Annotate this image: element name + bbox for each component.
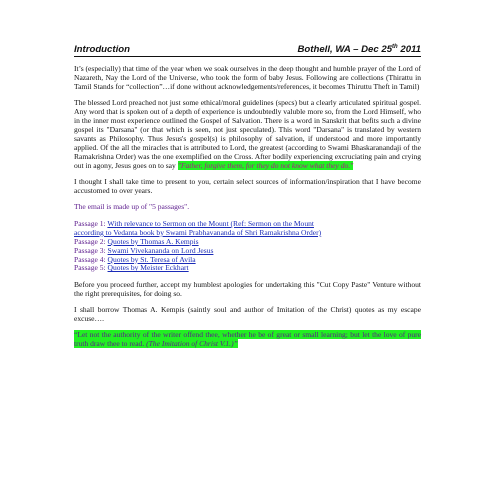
passage-list xyxy=(74,220,421,273)
kempis-quote-source: (The Imitation of Christ V.1.)” xyxy=(146,339,238,349)
page-title: Introduction xyxy=(74,44,130,56)
kempis-quote-text: “Let not the authority of the writer offend thee, whether he be of great or small learning; but let the love of pure truth draw thee to read. xyxy=(74,330,421,349)
kempis-intro-paragraph: I shall borrow Thomas A. Kempis (saintly soul and author of Imitation of the Christ) quotes as my escape excuse…. xyxy=(74,305,421,324)
date-year: 2011 xyxy=(397,44,421,56)
passage-4-link[interactable]: Quotes by St. Teresa of Avila xyxy=(107,254,196,264)
place-date-text: Bothell, WA – Dec 25 xyxy=(297,44,393,56)
list-item xyxy=(74,264,421,273)
email-structure-line: The email is made up of "5 passages". xyxy=(74,202,190,212)
place-date xyxy=(297,44,421,55)
apology-paragraph: Before you proceed further, accept my humblest apologies for undertaking this "Cut Copy Paste" Venture without the right prerequisites, for doing so. xyxy=(74,279,421,298)
gospel-paragraph xyxy=(74,99,421,170)
gospel-text: The blessed Lord preached not just some ethical/moral guidelines (specs) but a clearly articulated spiritual gospel. Any word that is spoken out of a depth of experience is undoubtedly valuble more so, from the Lord Himself, who in the inner most experience outlined the Gospel of Salvation. There is a word in Sanskrit that befits such a divine gospel its "Darsana" (or that which is seen, not just speculated). This word "Darsana" is translated by western savants as Philosophy. Thus Jesus's gospel(s) is philosophy of salvation, if understood and more importantly applied. Of the all the miracles that is attributed to Lord, the greatest (according to Swami Bhaskaranandaji of the Ramakrishna Order) was the one exemplified on the Cross. After bodily experiencing excruciating pain and crying out in agony, Jesus goes on to say xyxy=(74,98,421,170)
passage-label: Passage 1: xyxy=(74,218,108,228)
intro-paragraph: It’s (especially) that time of the year when we soak ourselves in the deep thought and humble prayer of the Lord of Nazareth, Nay the Lord of the Universe, who took the form of baby Jesus. Following are collections (Thirattu in Tamil Stands for “collection”…if done without acknowledgements/references, it becomes Thiruttu Theft in Tamil) xyxy=(74,64,421,91)
kempis-quote xyxy=(74,330,421,348)
passage-1-link[interactable]: With relevance to Sermon on the Mount (Ref: Sermon on the Mount xyxy=(107,218,314,228)
passage-5-link[interactable]: Quotes by Meister Eckhart xyxy=(107,263,189,273)
date-superscript: th xyxy=(392,44,398,50)
passage-2-link[interactable]: Quotes by Thomas A. Kempis xyxy=(107,236,199,246)
sources-paragraph: I thought I shall take time to present to you, certain select sources of information/inspiration that I have become accustomed to over years. xyxy=(74,177,421,196)
passage-label: Passage 2: xyxy=(74,236,108,246)
passage-label: Passage 4: xyxy=(74,254,108,264)
document-header xyxy=(74,44,421,57)
passage-label: Passage 3: xyxy=(74,245,108,255)
highlighted-quote: "Father, forgive them, for they do not know what they do." xyxy=(177,160,354,170)
passage-3-link[interactable]: Swami Vivekananda on Lord Jesus xyxy=(107,245,214,255)
kempis-quote-paragraph xyxy=(74,331,421,349)
passage-label: Passage 5: xyxy=(74,263,108,273)
passage-1-link-continued[interactable]: according to Vedanta book by Swami Prabhavananda of Shri Ramakrishna Order) xyxy=(74,227,322,237)
